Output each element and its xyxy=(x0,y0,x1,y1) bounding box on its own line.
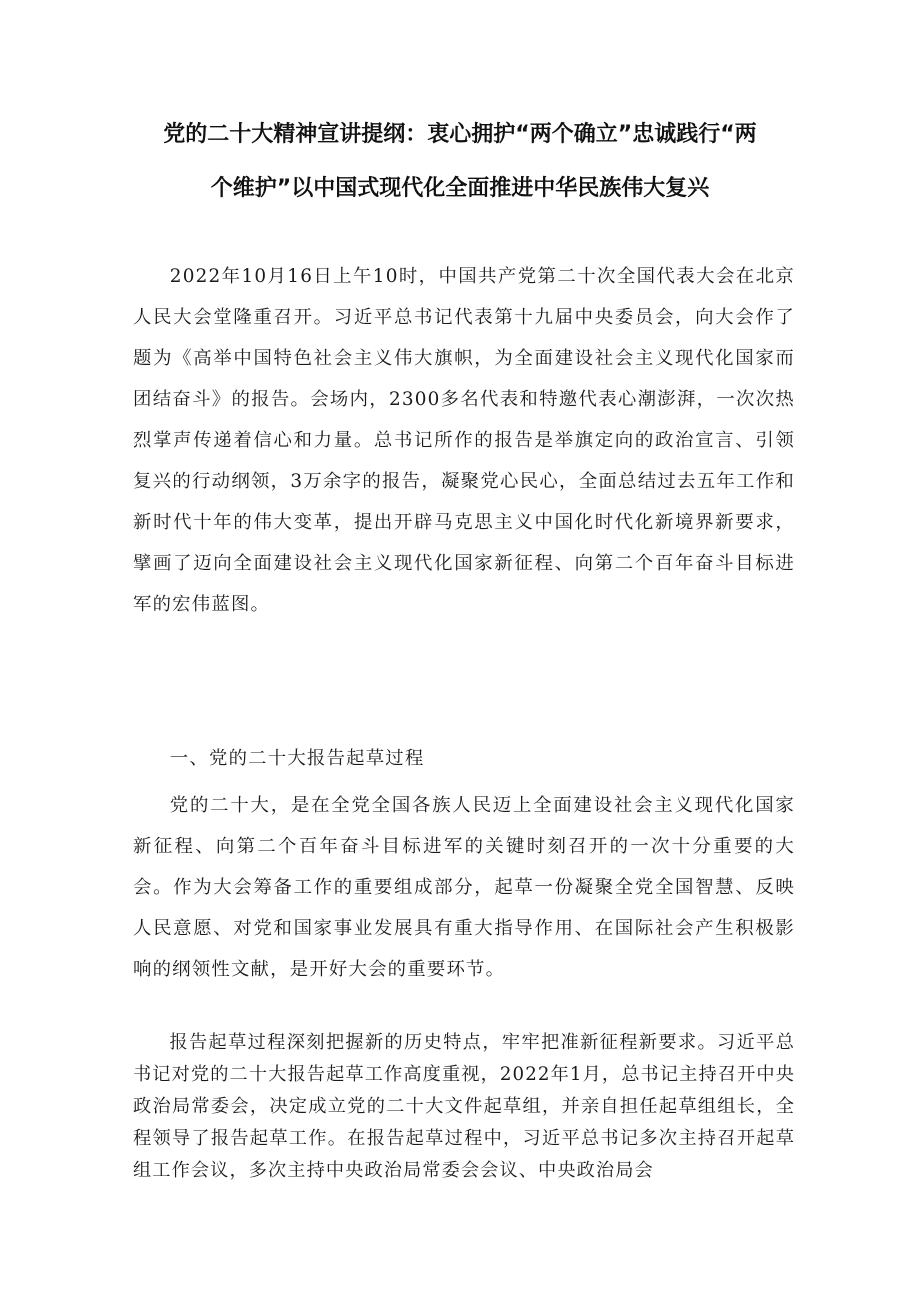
document-title-line-2: 个维护”以中国式现代化全面推进中华民族伟大复兴 xyxy=(210,176,710,201)
paragraph-section-2: 报告起草过程深刻把握新的历史特点，牢牢把准新征程新要求。习近平总书记对党的二十大报告起草工作高度重视，2022年1月，总书记主持召开中央政治局常委会，决定成立党的二十大文件起草组，并亲自担任起草组组长，全程领导了报告起草工作。在报告起草过程中，习近平总书记多次主持召开起草组工作会议，多次主持中央政治局常委会会议、中央政治局会 xyxy=(133,1032,795,1181)
paragraph-section-1: 党的二十大，是在全党全国各族人民迈上全面建设社会主义现代化国家新征程、向第二个百年奋斗目标进军的关键时刻召开的一次十分重要的大会。作为大会筹备工作的重要组成部分，起草一份凝聚全党全国智慧、反映人民意愿、对党和国家事业发展具有重大指导作用、在国际社会产生积极影响的纲领性文献，是开好大会的重要环节。 xyxy=(133,795,795,980)
section-heading: 一、党的二十大报告起草过程 xyxy=(169,748,425,769)
document-title-line-1: 党的二十大精神宣讲提纲：衷心拥护“两个确立”忠诚践行“两 xyxy=(163,122,757,147)
paragraph-intro: 2022年10月16日上午10时，中国共产党第二十次全国代表大会在北京人民大会堂隆重召开。习近平总书记代表第十九届中央委员会，向大会作了题为《高举中国特色社会主义伟大旗帜，为全面建设社会主义现代化国家而团结奋斗》的报告。会场内，2300多名代表和特邀代表心潮澎湃，一次次热烈掌声传递着信心和力量。总书记所作的报告是举旗定向的政治宣言、引领复兴的行动纲领，3万余字的报告，凝聚党心民心，全面总结过去五年工作和新时代十年的伟大变革，提出开辟马克思主义中国化时代化新境界新要求，擘画了迈向全面建设社会主义现代化国家新征程、向第二个百年奋斗目标进军的宏伟蓝图。 xyxy=(133,266,795,615)
